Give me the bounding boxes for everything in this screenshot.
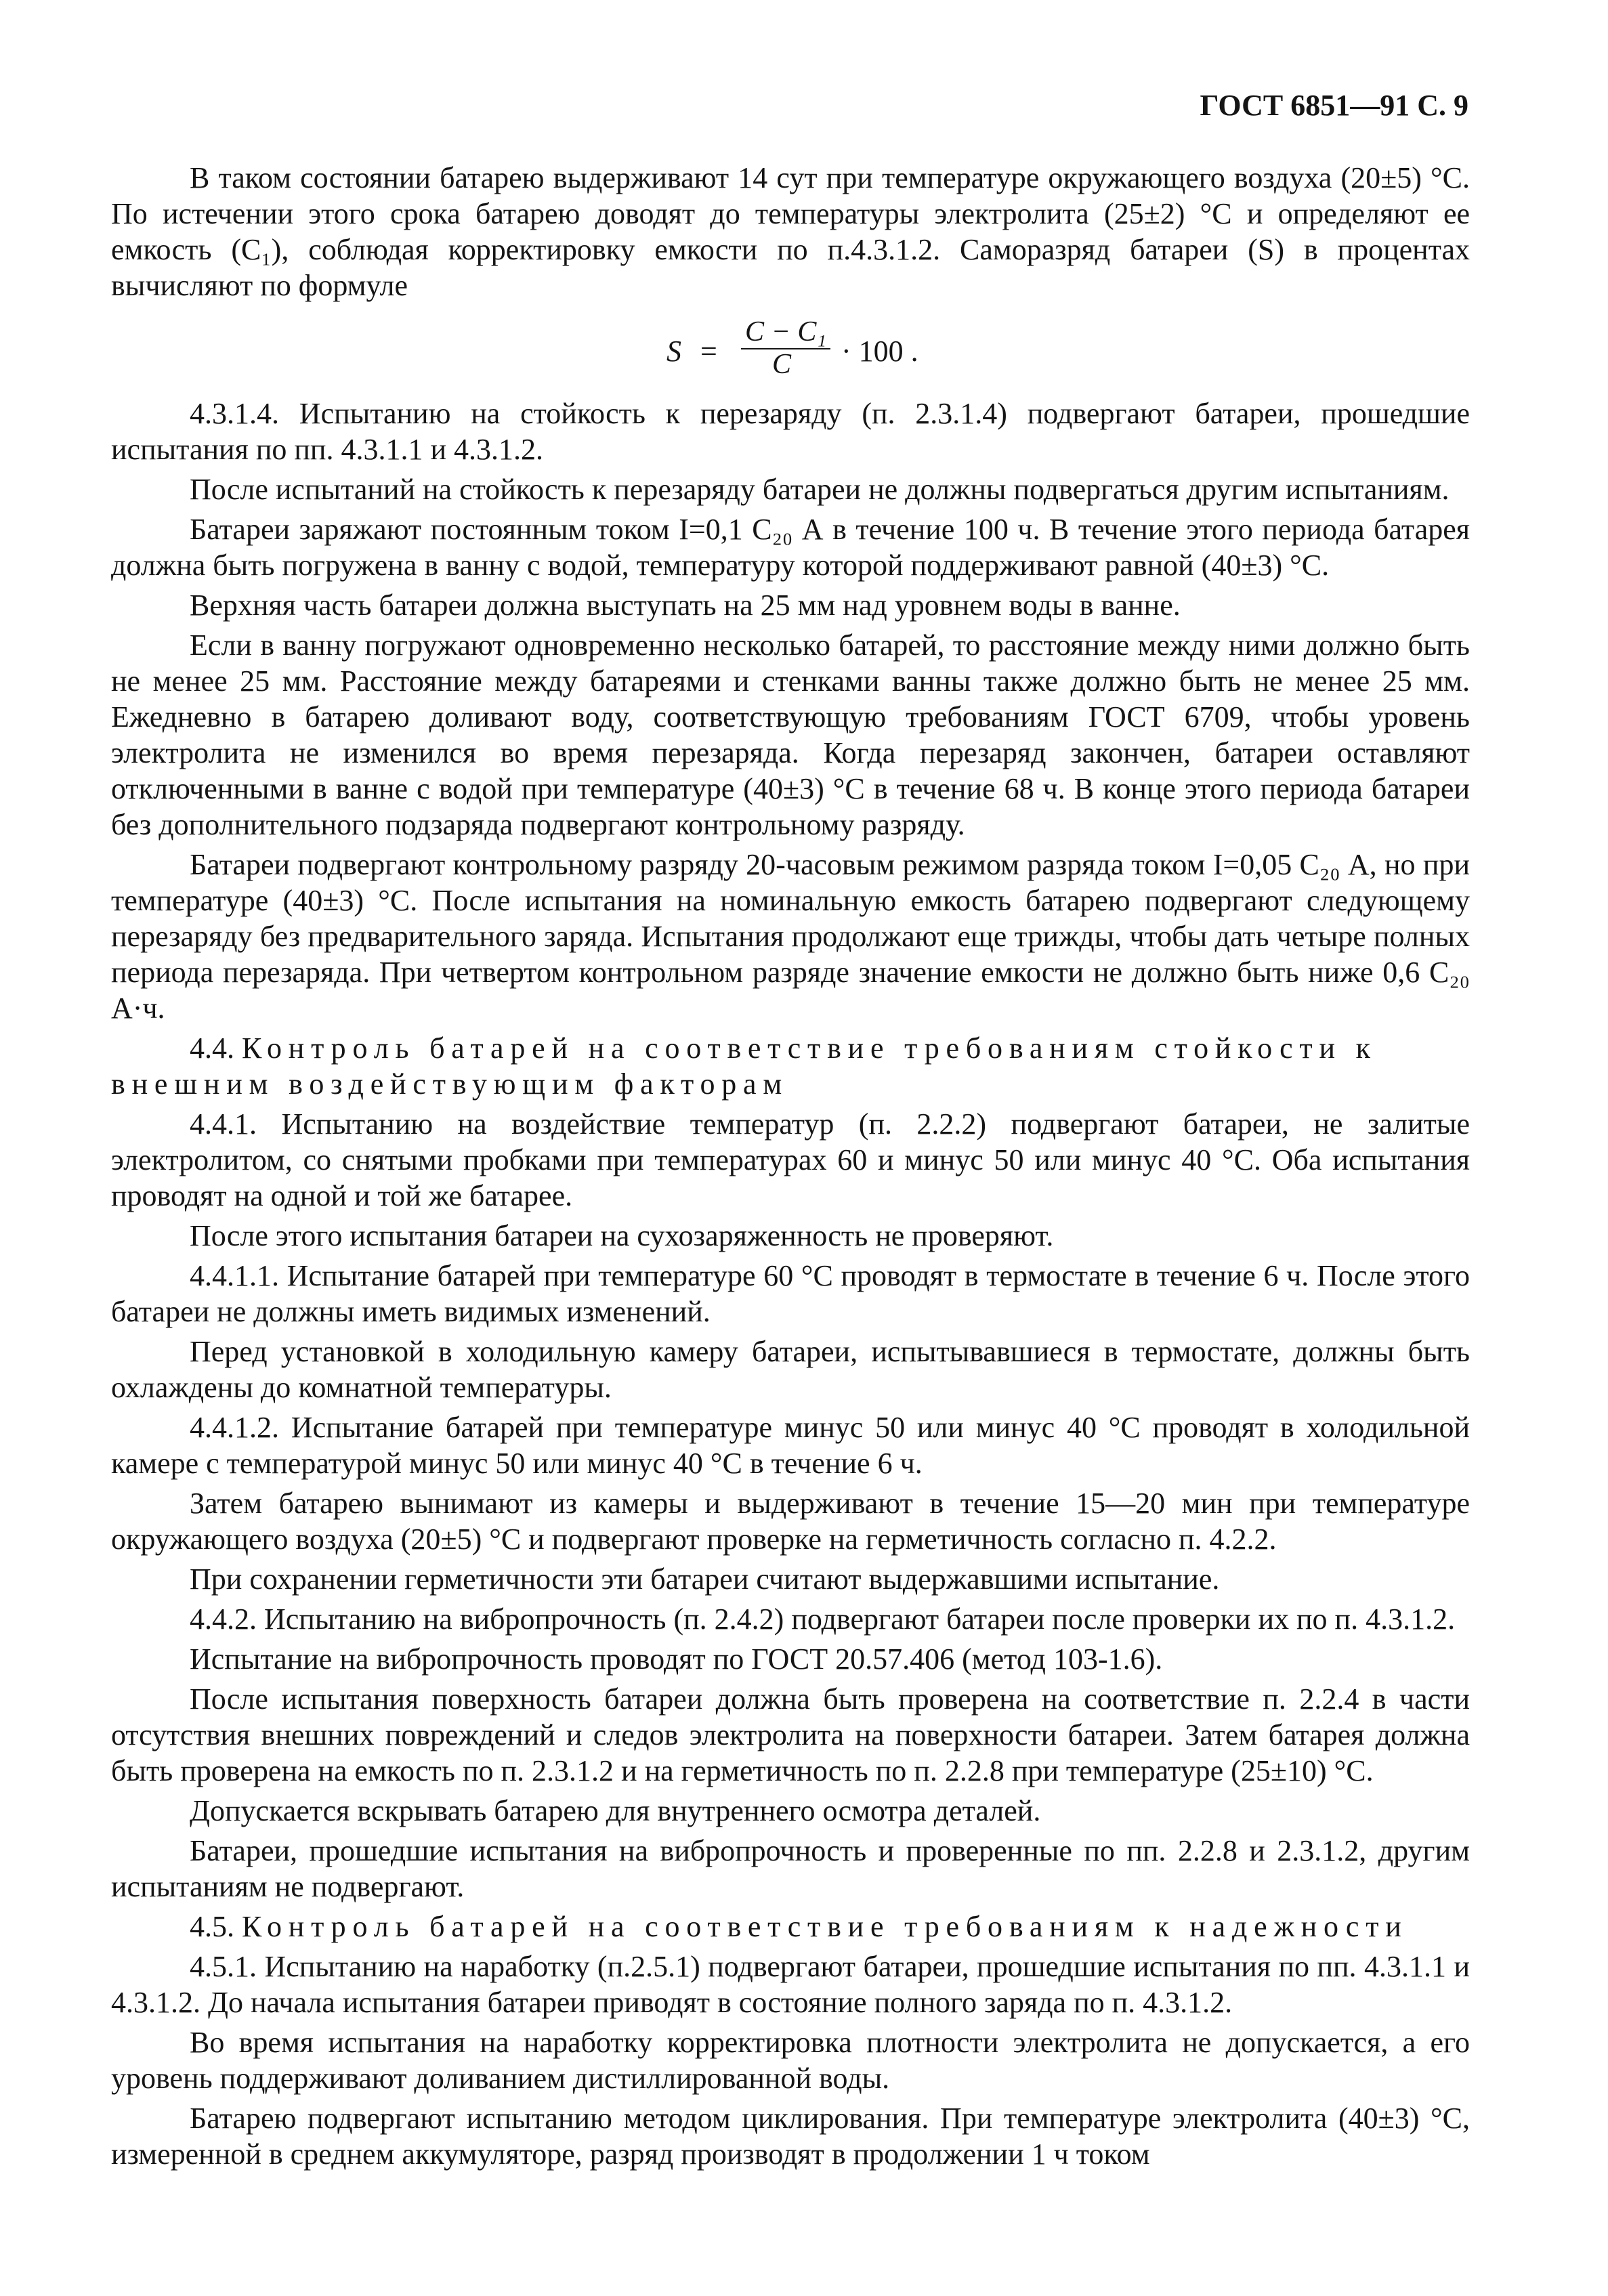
- formula-multiplier: · 100 .: [841, 335, 918, 368]
- paragraph: После этого испытания батареи на сухозаряженность не проверяют.: [190, 1219, 1054, 1252]
- paragraph: Батареи заряжают постоянным током I=0,1 C₂₀ А в течение 100 ч. В течение этого периода батарея должна быть погружена в ванну с водой, температуру которой поддерживают равной (40±3) °С.: [111, 513, 1470, 582]
- paragraph: Батареи, прошедшие испытания на вибропрочность и проверенные по пп. 2.2.8 и 2.3.1.2, другим испытаниям не подвергают.: [111, 1834, 1470, 1903]
- section-number: 4.5.: [190, 1910, 234, 1943]
- section-title: Контроль батарей на соответствие требованиям к надежности: [242, 1910, 1408, 1943]
- paragraph: После испытаний на стойкость к перезаряду батареи не должны подвергаться другим испытаниям.: [190, 473, 1450, 506]
- section-heading-4-5: [111, 1909, 1470, 1944]
- section-heading-4-4: [111, 1030, 1470, 1102]
- paragraph: После испытания поверхность батареи должна быть проверена на соответствие п. 2.2.4 в части отсутствия внешних повреждений и следов электролита на поверхности батареи. Затем батарея должна быть проверена на емкость по п. 2.3.1.2 и на герметичность по п. 2.2.8 при температуре (25±10) °С.: [111, 1682, 1470, 1787]
- paragraph: Батареи подвергают контрольному разряду 20-часовым режимом разряда током I=0,05 C₂₀ А, но при температуре (40±3) °С. После испытания на номинальную емкость батарею подвергают следующему перезаряду без предварительного заряда. Испытания продолжают еще трижды, чтобы дать четыре полных периода перезаряда. При четвертом контрольном разряде значение емкости не должно быть ниже 0,6 C₂₀ А·ч.: [111, 848, 1470, 1025]
- paragraph: 4.4.2. Испытанию на вибропрочность (п. 2.4.2) подвергают батареи после проверки их по п. 4.3.1.2.: [190, 1602, 1456, 1636]
- page-header: ГОСТ 6851—91 С. 9: [1200, 89, 1468, 122]
- section-number: 4.4.: [190, 1032, 234, 1065]
- formula-lhs: S: [667, 335, 681, 368]
- paragraph: Верхняя часть батареи должна выступать на 25 мм над уровнем воды в ванне.: [190, 589, 1181, 622]
- paragraph: Перед установкой в холодильную камеру батареи, испытывавшиеся в термостате, должны быть охлаждены до комнатной температуры.: [111, 1335, 1470, 1404]
- formula-equals: =: [700, 335, 717, 368]
- paragraph: 4.3.1.4. Испытанию на стойкость к перезаряду (п. 2.3.1.4) подвергают батареи, прошедшие испытания по пп. 4.3.1.1 и 4.3.1.2.: [111, 397, 1470, 466]
- paragraph: 4.4.1.1. Испытание батарей при температуре 60 °С проводят в термостате в течение 6 ч. После этого батареи не должны иметь видимых изменений.: [111, 1259, 1470, 1328]
- paragraph: Испытание на вибропрочность проводят по ГОСТ 20.57.406 (метод 103-1.6).: [190, 1642, 1163, 1676]
- section-title: Контроль батарей на соответствие требованиям стойкости к внешним воздействующим факторам: [111, 1032, 1377, 1101]
- paragraph: При сохранении герметичности эти батареи считают выдержавшими испытание.: [190, 1562, 1220, 1596]
- paragraph: 4.4.1. Испытанию на воздействие температур (п. 2.2.2) подвергают батареи, не залитые электролитом, со снятыми пробками при температурах 60 и минус 50 или минус 40 °С. Оба испытания проводят на одной и той же батарее.: [111, 1107, 1470, 1212]
- paragraph: В таком состоянии батарею выдерживают 14 сут при температуре окружающего воздуха (20±5) °С. По истечении этого срока батарею доводят до температуры электролита (25±2) °С и определяют ее емкость (C₁), соблюдая корректировку емкости по п.4.3.1.2. Саморазряд батареи (S) в процентах вычисляют по формуле: [111, 161, 1470, 302]
- paragraph: Батарею подвергают испытанию методом циклирования. При температуре электролита (40±3) °С, измеренной в среднем аккумуляторе, разряд производят в продолжении 1 ч током: [111, 2102, 1470, 2171]
- paragraph: Если в ванну погружают одновременно несколько батарей, то расстояние между ними должно быть не менее 25 мм. Расстояние между батареями и стенками ванны также должно быть не менее 25 мм. Ежедневно в батарею доливают воду, соответствующую требованиям ГОСТ 6709, чтобы уровень электролита не изменился во время перезаряда. Когда перезаряд закончен, батареи оставляют отключенными в ванне с водой при температуре (40±3) °С в течение 68 ч. В конце этого периода батареи без дополнительного подзаряда подвергают контрольному разряду.: [111, 629, 1470, 841]
- paragraph: Затем батарею вынимают из камеры и выдерживают в течение 15—20 мин при температуре окружающего воздуха (20±5) °С и подвергают проверке на герметичность согласно п. 4.2.2.: [111, 1487, 1470, 1556]
- formula-denominator: C: [772, 349, 792, 380]
- paragraph: 4.4.1.2. Испытание батарей при температуре минус 50 или минус 40 °С проводят в холодильной камере с температурой минус 50 или минус 40 °С в течение 6 ч.: [111, 1411, 1470, 1480]
- document-body: [111, 160, 1470, 2172]
- formula-numerator: C − C₁: [745, 316, 826, 347]
- paragraph: Допускается вскрывать батарею для внутреннего осмотра деталей.: [190, 1794, 1041, 1827]
- paragraph: Во время испытания на наработку корректировка плотности электролита не допускается, а его уровень поддерживают доливанием дистиллированной воды.: [111, 2026, 1470, 2095]
- paragraph: 4.5.1. Испытанию на наработку (п.2.5.1) подвергают батареи, прошедшие испытания по пп. 4.3.1.1 и 4.3.1.2. До начала испытания батареи приводят в состояние полного заряда по п. 4.3.1.2.: [111, 1950, 1470, 2019]
- self-discharge-formula: [667, 314, 1470, 379]
